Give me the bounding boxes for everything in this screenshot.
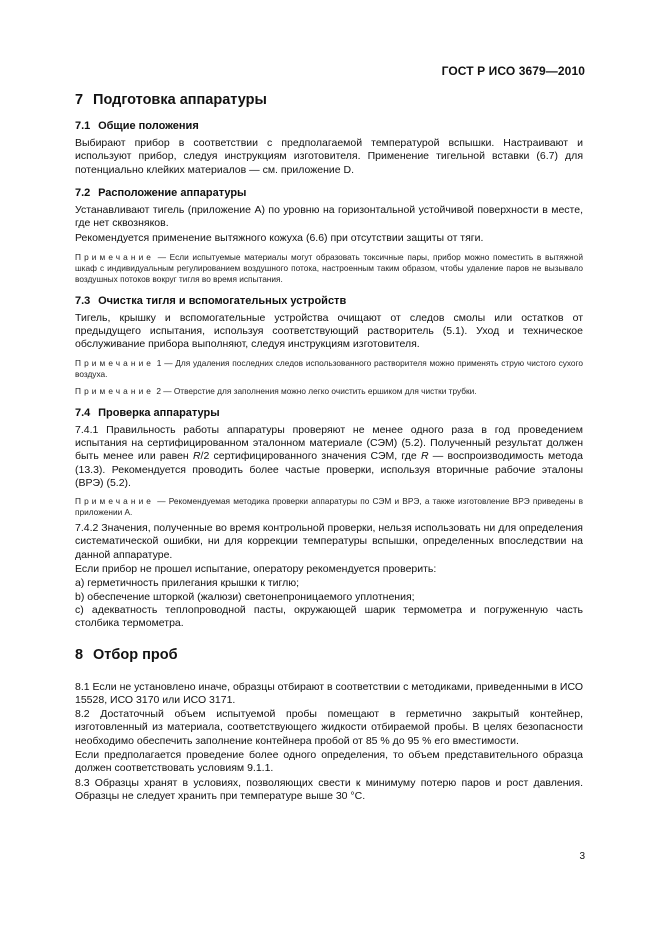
- note-7-2-text: — Если испытуемые материалы могут образовать токсичные пары, прибор можно поместить в вытяжной шкаф с индивидуальным регулированием воздушного потока, настроенным таким образом, чтобы удаление паров не вызывало воздушных потоков вокруг тигля во время испытания.: [75, 251, 583, 284]
- section-7-title: Подготовка аппаратуры: [93, 92, 267, 108]
- subsection-7-4-number: 7.4: [75, 406, 91, 419]
- paragraph-8-2: 8.2 Достаточный объем испытуемой пробы помещают в герметично закрытый контейнер, изготовленный из материала, соответствующего жидкости отбираемой пробы. В целях безопасности необходимо обеспечить заполнение контейнера пробой от 85 % до 95 % его вместимости.: [75, 708, 583, 747]
- section-8-number: 8: [75, 646, 84, 663]
- reproducibility-symbol-2: R: [420, 450, 429, 463]
- paragraph-7-4-1-part-c: — воспроизводимость метода (13.3). Рекомендуется проводить более частые проверки, используя вторичные рабочие эталоны (ВРЭ) (5.2).: [75, 450, 583, 489]
- paragraph-7-4-1-part-a: 7.4.1 Правильность работы аппаратуры проверяют не менее одного раза в год проведением испытания на сертифицированном эталонном материале (СЭМ) (5.2). Полученный результат должен быть менее или равен: [75, 423, 583, 463]
- note-7-3-1-text: 1 — Для удаления последних следов использованного растворителя можно применять струю чистого сухого воздуха.: [75, 357, 583, 379]
- note-7-3-1-label: Примечание: [75, 357, 155, 368]
- section-7-heading: [75, 92, 583, 108]
- page-content: [75, 92, 583, 804]
- list-item-c: с) адекватность теплопроводной пасты, окружающей шарик термометра и погруженную часть столбика термометра.: [75, 603, 583, 630]
- paragraph-8-3: 8.3 Образцы хранят в условиях, позволяющих свести к минимуму потерю паров и рост давления. Образцы не следует хранить при температуре выше 30 °С.: [75, 776, 583, 802]
- subsection-7-1-number: 7.1: [75, 120, 91, 132]
- subsection-7-1-heading: [75, 120, 583, 132]
- paragraph-7-4-1-part-b: /2 сертифицированного значения СЭМ, где: [200, 450, 421, 463]
- paragraph-8-1: 8.1 Если не установлено иначе, образцы отбирают в соответствии с методиками, приведенными в ИСО 15528, ИСО 3170 или ИСО 3171.: [75, 680, 583, 706]
- note-7-3-2-label: Примечание: [75, 385, 155, 396]
- note-7-4-label: Примечание: [75, 496, 155, 507]
- paragraph-7-3-text: Тигель, крышку и вспомогательные устройства очищают от следов смолы или остатков от предыдущего испытания, используя соответствующий растворитель (5.1). Уход и техническое обслуживание прибора выполняют, следуя инструкциям изготовителя.: [75, 311, 583, 351]
- subsection-7-4-heading: [75, 407, 583, 419]
- subsection-7-2-number: 7.2: [75, 186, 91, 199]
- subsection-7-3-title: Очистка тигля и вспомогательных устройств: [98, 294, 347, 307]
- paragraph-7-4-2: 7.4.2 Значения, полученные во время контрольной проверки, нельзя использовать ни для определения систематической ошибки, ни для коррекции температуры вспышки, определенных впоследствии на данной аппаратуре.: [75, 522, 583, 561]
- reproducibility-symbol-1: R: [192, 450, 201, 463]
- note-7-2-label: Примечание: [75, 251, 155, 262]
- paragraph-7-4-1: [75, 424, 583, 490]
- note-7-4: [75, 496, 583, 518]
- paragraph-7-2-text-1: Устанавливают тигель (приложение А) по уровню на горизонтальной устойчивой поверхности в месте, где нет сквозняков.: [75, 203, 583, 230]
- note-7-4-text: — Рекомендуемая методика проверки аппаратуры по СЭМ и ВРЭ, а также изготовление ВРЭ приведены в приложении А.: [75, 496, 583, 518]
- paragraph-8-2-note: Если предполагается проведение более одного определения, то объем представительного образца должен соответствовать условиям 9.1.1.: [75, 749, 583, 775]
- section-8-heading: [75, 647, 583, 663]
- list-item-b: b) обеспечение шторкой (жалюзи) светонепроницаемого уплотнения;: [75, 590, 415, 603]
- subsection-7-3-number: 7.3: [75, 294, 91, 307]
- paragraph-7-2-text-2: Рекомендуется применение вытяжного кожуха (6.6) при отсутствии защиты от тяги.: [75, 232, 484, 245]
- subsection-7-1-title: Общие положения: [98, 120, 199, 132]
- subsection-7-4-title: Проверка аппаратуры: [98, 406, 220, 419]
- subsection-7-3-heading: [75, 295, 583, 307]
- list-item-a: а) герметичность прилегания крышки к тиглю;: [75, 577, 300, 590]
- note-7-3-2: [75, 386, 583, 397]
- note-7-3-2-text: 2 — Отверстие для заполнения можно легко очистить ершиком для чистки трубки.: [154, 385, 477, 396]
- section-8-title: Отбор проб: [93, 646, 178, 663]
- paragraph-7-4-2-check: Если прибор не прошел испытание, оператору рекомендуется проверить:: [75, 563, 437, 576]
- paragraph-7-1-text: Выбирают прибор в соответствии с предполагаемой температурой вспышки. Настраивают и используют прибор, следуя инструкциям изготовителя. Применение тигельной вставки (6.7) для потенциально клейких материалов — см. приложение D.: [75, 137, 583, 176]
- subsection-7-2-heading: [75, 187, 583, 199]
- page-number: 3: [579, 851, 585, 862]
- note-7-2: [75, 252, 583, 285]
- note-7-3-1: [75, 358, 583, 380]
- subsection-7-2-title: Расположение аппаратуры: [98, 186, 247, 199]
- document-header: ГОСТ Р ИСО 3679—2010: [441, 64, 585, 78]
- section-7-number: 7: [75, 92, 84, 108]
